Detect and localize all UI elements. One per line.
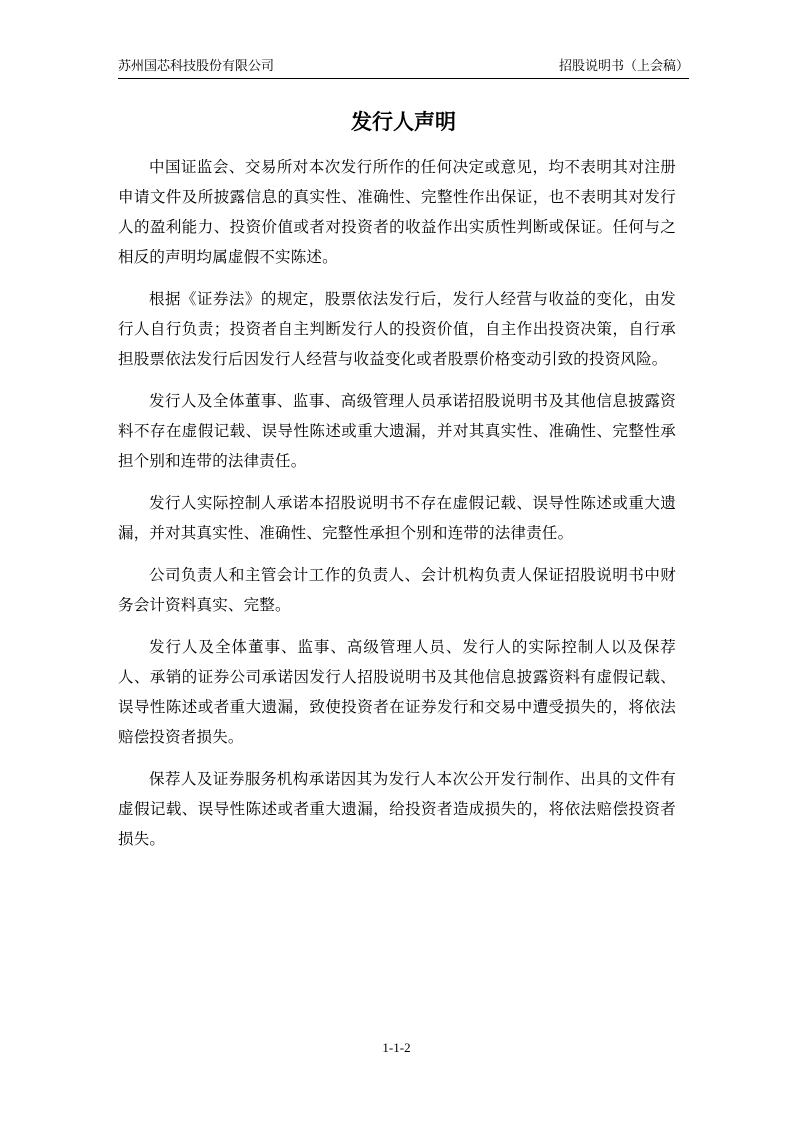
header-company-name: 苏州国芯科技股份有限公司 (118, 59, 275, 74)
page-title: 发行人声明 (351, 110, 456, 134)
paragraph: 根据《证券法》的规定，股票依法发行后，发行人经营与收益的变化，由发行人自行负责；投资者自主判断发行人的投资价值，自主作出投资决策，自行承担股票依法发行后因发行人经营与收益变化或者股票价格变动引致的投资风险。 (118, 290, 676, 368)
paragraph: 发行人及全体董事、监事、高级管理人员承诺招股说明书及其他信息披露资料不存在虚假记载、误导性陈述或重大遗漏，并对其真实性、准确性、完整性承担个别和连带的法律责任。 (118, 392, 676, 470)
paragraph: 保荐人及证券服务机构承诺因其为发行人本次公开发行制作、出具的文件有虚假记载、误导性陈述或者重大遗漏，给投资者造成损失的，将依法赔偿投资者损失。 (118, 770, 676, 848)
paragraph: 公司负责人和主管会计工作的负责人、会计机构负责人保证招股说明书中财务会计资料真实、完整。 (118, 566, 676, 614)
statement-body (118, 152, 676, 866)
paragraph: 中国证监会、交易所对本次发行所作的任何决定或意见，均不表明其对注册申请文件及所披露信息的真实性、准确性、完整性作出保证，也不表明其对发行人的盈利能力、投资价值或者对投资者的收益作出实质性判断或保证。任何与之相反的声明均属虚假不实陈述。 (118, 158, 676, 266)
paragraph: 发行人实际控制人承诺本招股说明书不存在虚假记载、误导性陈述或重大遗漏，并对其真实性、准确性、完整性承担个别和连带的法律责任。 (118, 494, 676, 542)
paragraph: 发行人及全体董事、监事、高级管理人员、发行人的实际控制人以及保荐人、承销的证券公司承诺因发行人招股说明书及其他信息披露资料有虚假记载、误导性陈述或者重大遗漏，致使投资者在证券发行和交易中遭受损失的，将依法赔偿投资者损失。 (118, 638, 676, 746)
header-document-name: 招股说明书（上会稿） (558, 59, 689, 74)
page-header (118, 56, 689, 79)
page-number: 1-1-2 (382, 1040, 411, 1055)
